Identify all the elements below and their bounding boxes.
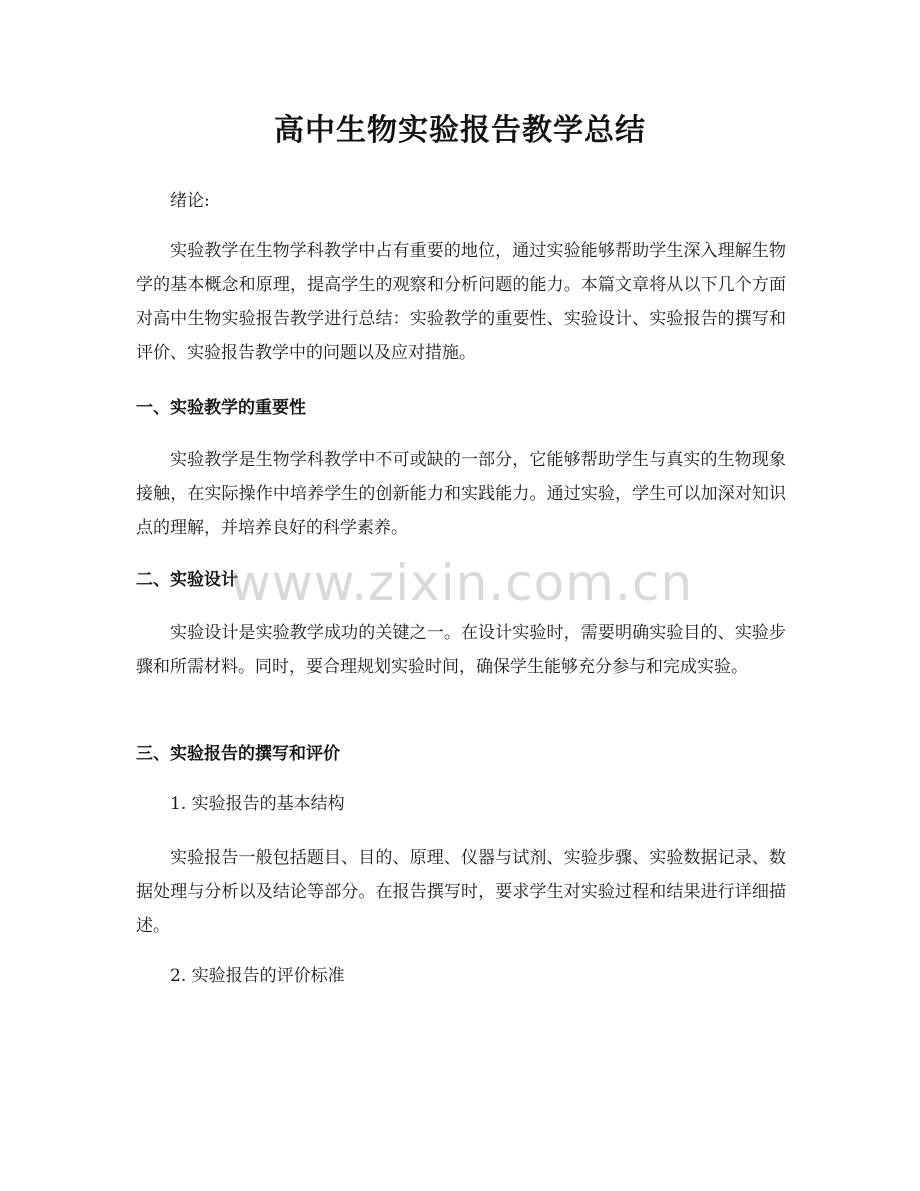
section-text-importance: 实验教学是生物学科教学中不可或缺的一部分，它能够帮助学生与真实的生物现象接触，在实际操作中培养学生的创新能力和实践能力。通过实验，学生可以加深对知识点的理解，并培养良好的科学素养。 bbox=[136, 450, 786, 538]
watermark-text: www.zixin.com.cn bbox=[230, 554, 694, 612]
intro-label: 绪论: bbox=[170, 191, 210, 211]
section-text-design: 实验设计是实验教学成功的关键之一。在设计实验时，需要明确实验目的、实验步骤和所需材料。同时，要合理规划实验时间，确保学生能够充分参与和完成实验。 bbox=[136, 623, 786, 677]
section-heading-design: 二、实验设计 bbox=[136, 570, 238, 590]
subsection-text-structure: 实验报告一般包括题目、目的、原理、仪器与试剂、实验步骤、实验数据记录、数据处理与分析以及结论等部分。在报告撰写时，要求学生对实验过程和结果进行详细描述。 bbox=[136, 848, 786, 936]
section-heading-importance: 一、实验教学的重要性 bbox=[136, 398, 306, 418]
subsection-label-structure: 1. 实验报告的基本结构 bbox=[170, 794, 345, 814]
subsection-label-evaluation: 2. 实验报告的评价标准 bbox=[170, 966, 345, 986]
intro-paragraph: 实验教学在生物学科教学中占有重要的地位，通过实验能够帮助学生深入理解生物学的基本概念和原理，提高学生的观察和分析问题的能力。本篇文章将从以下几个方面对高中生物实验报告教学进行总结：实验教学的重要性、实验设计、实验报告的撰写和评价、实验报告教学中的问题以及应对措施。 bbox=[136, 241, 786, 363]
document-title: 高中生物实验报告教学总结 bbox=[274, 113, 646, 148]
section-heading-report: 三、实验报告的撰写和评价 bbox=[136, 744, 340, 764]
